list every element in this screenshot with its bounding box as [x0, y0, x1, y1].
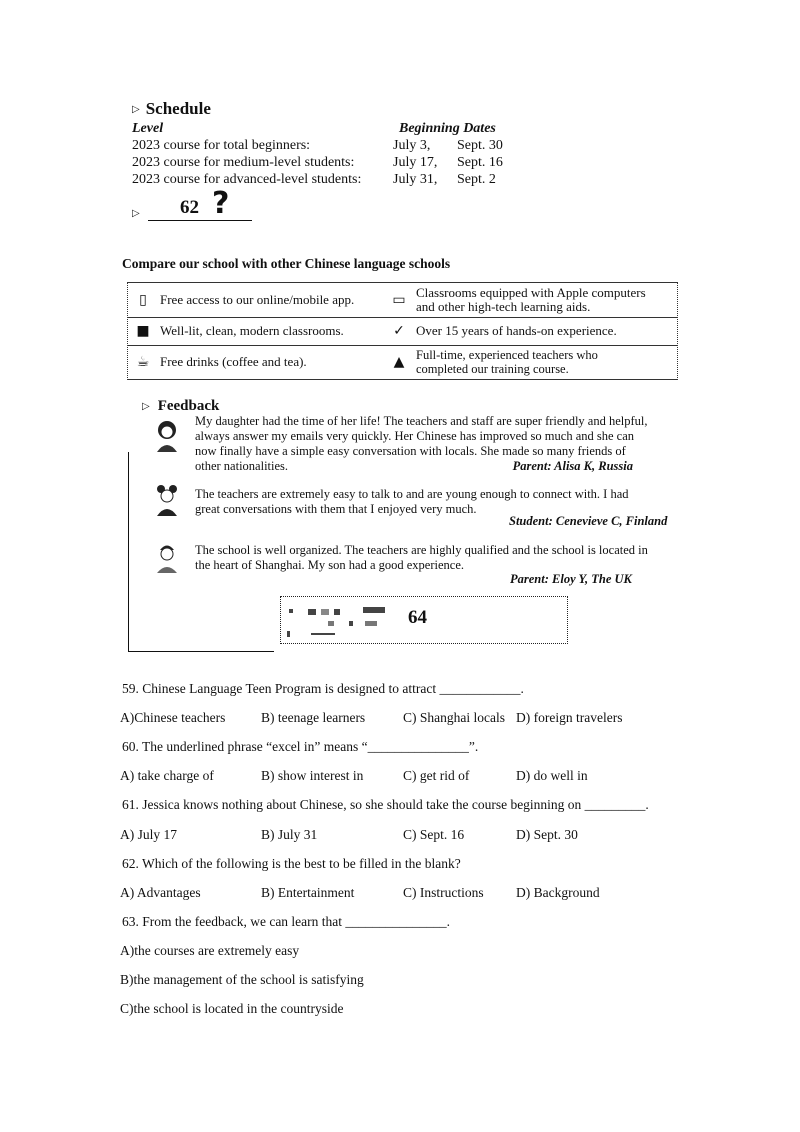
- option: B) teenage learners: [261, 710, 366, 725]
- option: C) Instructions: [403, 885, 484, 900]
- schedule-row: [132, 172, 532, 190]
- option: A)Chinese teachers: [120, 710, 226, 725]
- option: B) Entertainment: [261, 885, 355, 900]
- compare-text-line2: completed our training course.: [416, 361, 569, 376]
- blank-line: [148, 220, 252, 221]
- option: D) do well in: [516, 768, 588, 783]
- compare-cell-right: [390, 283, 675, 317]
- feedback-last-row: [195, 459, 676, 474]
- schedule-date1: July 17,: [393, 155, 438, 170]
- classroom-icon: ■: [136, 323, 150, 339]
- redacted-mark: [287, 631, 290, 637]
- compare-title: Compare our school with other Chinese language schools: [122, 256, 451, 271]
- option: B) July 31: [261, 827, 318, 842]
- compare-row: [128, 345, 677, 378]
- compare-text: [416, 348, 598, 376]
- triangle-bullet-icon: ▷: [132, 208, 140, 219]
- redacted-mark: [363, 607, 385, 613]
- option: A) Advantages: [120, 885, 201, 900]
- redacted-mark: [289, 609, 293, 613]
- compare-text-line2: and other high-tech learning aids.: [416, 299, 591, 314]
- feedback-line: other nationalities.: [195, 459, 289, 473]
- redacted-mark: [334, 609, 340, 615]
- schedule-row: [132, 155, 532, 173]
- option: A)the courses are extremely easy: [120, 943, 300, 958]
- question-stem: 63. From the feedback, we can learn that _______________.: [122, 914, 451, 929]
- option: B) show interest in: [261, 768, 364, 783]
- feedback-line: the heart of Shanghai. My son had a good experience.: [195, 558, 465, 572]
- feedback-frame-line: [128, 651, 274, 652]
- redacted-mark: [321, 609, 329, 615]
- redacted-mark: [308, 609, 316, 615]
- feedback-signature: Student: Cenevieve C, Finland: [509, 514, 668, 528]
- cup-icon: ☕: [136, 353, 150, 370]
- compare-cell-left: [134, 345, 389, 378]
- compare-text-line1: Classrooms equipped with Apple computers: [416, 285, 646, 300]
- schedule-date1: July 31,: [393, 172, 438, 187]
- feedback-signature: Parent: Eloy Y, The UK: [510, 572, 632, 586]
- feedback-line: The teachers are extremely easy to talk to and are young enough to connect with. I had: [195, 487, 629, 501]
- compare-text-line1: Full-time, experienced teachers who: [416, 347, 598, 362]
- option: D) Sept. 30: [516, 827, 578, 842]
- triangle-bullet-icon: ▷: [142, 401, 150, 412]
- schedule-level: 2023 course for medium-level students:: [132, 155, 355, 170]
- schedule-heading: [132, 99, 211, 119]
- option: C) Shanghai locals: [403, 710, 505, 725]
- avatar-icon: [154, 541, 180, 573]
- schedule-row: [132, 138, 532, 156]
- redacted-mark: [328, 621, 334, 626]
- compare-cell-left: [134, 283, 389, 317]
- blank-number: 64: [408, 607, 427, 628]
- schedule-date1: July 3,: [393, 138, 431, 153]
- feedback-line: now finally have a simple easy conversation with locals. She made so many friends of: [195, 444, 626, 458]
- feedback-title: Feedback: [157, 398, 220, 414]
- compare-row: [128, 317, 677, 346]
- redacted-mark: [311, 633, 335, 635]
- schedule-level: 2023 course for advanced-level students:: [132, 172, 362, 187]
- schedule-date2: Sept. 30: [457, 138, 503, 153]
- triangle-bullet-icon: ▷: [132, 103, 140, 115]
- compare-text: Well-lit, clean, modern classrooms.: [160, 323, 344, 338]
- phone-icon: ▯: [139, 292, 147, 308]
- feedback-frame-line: [128, 452, 129, 652]
- blank-number: 62: [180, 197, 199, 218]
- redacted-mark: [349, 621, 353, 626]
- compare-cell-right: [390, 345, 675, 378]
- feedback-item: [195, 414, 676, 474]
- feedback-signature: Parent: Alisa K, Russia: [512, 459, 633, 473]
- badge-icon: ✓: [393, 323, 405, 339]
- option: C) get rid of: [403, 768, 470, 783]
- graduation-cap-icon: ▲: [393, 353, 405, 370]
- feedback-item: [195, 487, 676, 517]
- question-stem: 59. Chinese Language Teen Program is designed to attract ____________.: [122, 681, 524, 696]
- question-stem: 62. Which of the following is the best to be filled in the blank?: [122, 856, 461, 871]
- option: A) July 17: [120, 827, 177, 842]
- blank-64-box: [280, 596, 568, 644]
- schedule-level: 2023 course for total beginners:: [132, 138, 311, 153]
- question-stem: 60. The underlined phrase “excel in” means “_______________”.: [122, 739, 479, 754]
- feedback-item: [195, 543, 676, 573]
- option: C)the school is located in the countryside: [120, 1001, 344, 1016]
- dates-header: Beginning Dates: [399, 121, 496, 136]
- compare-row: [128, 283, 677, 318]
- avatar-icon: [154, 420, 180, 452]
- redacted-mark: [365, 621, 377, 626]
- feedback-line: The school is well organized. The teachers are highly qualified and the school is located in: [195, 543, 648, 557]
- avatar-icon: [154, 484, 180, 516]
- compare-cell-left: [134, 317, 389, 345]
- option: D) Background: [516, 885, 600, 900]
- option: D) foreign travelers: [516, 710, 623, 725]
- compare-text: Free access to our online/mobile app.: [160, 292, 355, 307]
- feedback-line: always answer my emails very quickly. Her Chinese has improved so much and she can: [195, 429, 635, 443]
- computer-icon: ▭: [392, 292, 406, 308]
- schedule-date2: Sept. 2: [457, 172, 496, 187]
- question-mark: ?: [212, 186, 230, 221]
- feedback-line: great conversations with them that I enjoyed very much.: [195, 502, 477, 516]
- feedback-line: My daughter had the time of her life! The teachers and staff are super friendly and helpful,: [195, 414, 648, 428]
- option: A) take charge of: [120, 768, 214, 783]
- level-header: Level: [132, 121, 164, 136]
- compare-table: [127, 282, 678, 380]
- schedule-title: Schedule: [145, 99, 211, 118]
- blank-62: [132, 186, 252, 223]
- compare-cell-right: [390, 317, 675, 345]
- feedback-heading: [142, 398, 219, 415]
- option: C) Sept. 16: [403, 827, 465, 842]
- compare-text: Free drinks (coffee and tea).: [160, 353, 307, 369]
- compare-text: Over 15 years of hands-on experience.: [416, 323, 617, 338]
- compare-text: [416, 286, 646, 314]
- option: B)the management of the school is satisfying: [120, 972, 364, 987]
- question-stem: 61. Jessica knows nothing about Chinese, so she should take the course beginning on _________.: [122, 797, 649, 812]
- schedule-date2: Sept. 16: [457, 155, 503, 170]
